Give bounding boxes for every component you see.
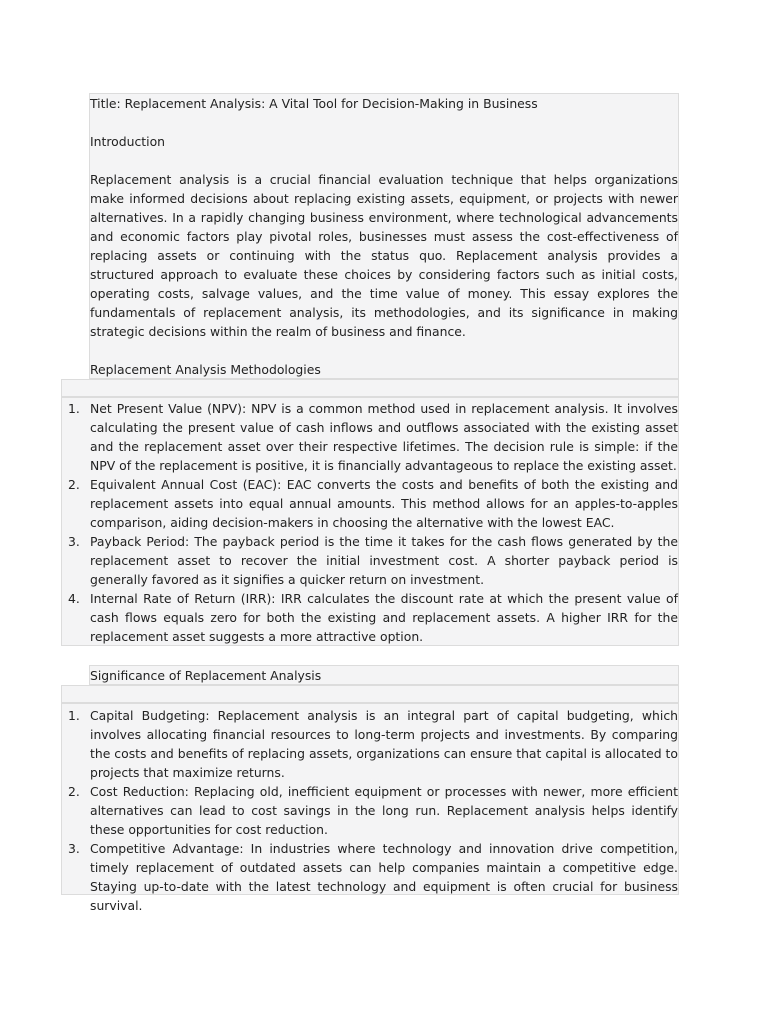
intro-paragraph: Replacement analysis is a crucial financial evaluation technique that helps organizations make informed decisions about replacing existing assets, equipment, or projects with newer alternatives. In a rapidly changing business environment, where technological advancements and economic factors play pivotal roles, businesses must assess the cost-effectiveness of replacing assets or continuing with the status quo. Replacement analysis provides a structured approach to evaluate these choices by considering factors such as initial costs, operating costs, salvage values, and the time value of money. This essay explores the fundamentals of replacement analysis, its methodologies, and its significance in making strategic decisions within the realm of business and finance. bbox=[90, 172, 678, 339]
list-item-text: Payback Period: The payback period is the time it takes for the cash flows generated by the replacement asset to recover the initial investment cost. A shorter payback period is generally favored as it signifies a quicker return on investment. bbox=[90, 534, 678, 587]
list-item bbox=[64, 532, 678, 589]
list-number: 2. bbox=[68, 477, 80, 492]
list-item-text: Cost Reduction: Replacing old, inefficient equipment or processes with newer, more efficient alternatives can lead to cost savings in the long run. Replacement analysis helps identify these opportunities for cost reduction. bbox=[90, 784, 678, 837]
significance-heading: Significance of Replacement Analysis bbox=[90, 668, 322, 683]
list-item-text: Net Present Value (NPV): NPV is a common method used in replacement analysis. It involves calculating the present value of cash inflows and outflows associated with the existing asset and the replacement asset over their respective lifetimes. The decision rule is simple: if the NPV of the replacement is positive, it is financially advantageous to replace the existing asset. bbox=[90, 401, 678, 473]
list-item bbox=[64, 706, 678, 782]
list-number: 3. bbox=[68, 841, 80, 856]
list-item-text: Equivalent Annual Cost (EAC): EAC converts the costs and benefits of both the existing and replacement assets into equal annual amounts. This method allows for an apples-to-apples comparison, aiding decision-makers in choosing the alternative with the lowest EAC. bbox=[90, 477, 678, 530]
list-item bbox=[64, 589, 678, 646]
document-title: Title: Replacement Analysis: A Vital Tool for Decision-Making in Business bbox=[90, 96, 538, 111]
methodologies-heading: Replacement Analysis Methodologies bbox=[90, 362, 321, 377]
list-item bbox=[64, 399, 678, 475]
significance-list bbox=[64, 706, 678, 915]
list-number: 3. bbox=[68, 534, 80, 549]
list-item-text: Internal Rate of Return (IRR): IRR calculates the discount rate at which the present value of cash flows equals zero for both the existing and replacement assets. A higher IRR for the replacement asset suggests a more attractive option. bbox=[90, 591, 678, 644]
list-item bbox=[64, 475, 678, 532]
list-number: 1. bbox=[68, 401, 80, 416]
methodologies-list bbox=[64, 399, 678, 646]
methodologies-strip bbox=[61, 379, 679, 397]
list-number: 4. bbox=[68, 591, 80, 606]
intro-heading: Introduction bbox=[90, 134, 166, 149]
list-item-text: Competitive Advantage: In industries where technology and innovation drive competition, timely replacement of outdated assets can help companies maintain a competitive edge. Staying up-to-date with the latest technology and equipment is often crucial for business survival. bbox=[90, 841, 678, 913]
list-number: 1. bbox=[68, 708, 80, 723]
list-item bbox=[64, 839, 678, 915]
list-item bbox=[64, 782, 678, 839]
list-number: 2. bbox=[68, 784, 80, 799]
list-item-text: Capital Budgeting: Replacement analysis is an integral part of capital budgeting, which involves allocating financial resources to long-term projects and investments. By comparing the costs and benefits of replacing assets, organizations can ensure that capital is allocated to projects that maximize returns. bbox=[90, 708, 678, 780]
significance-strip bbox=[61, 685, 679, 703]
